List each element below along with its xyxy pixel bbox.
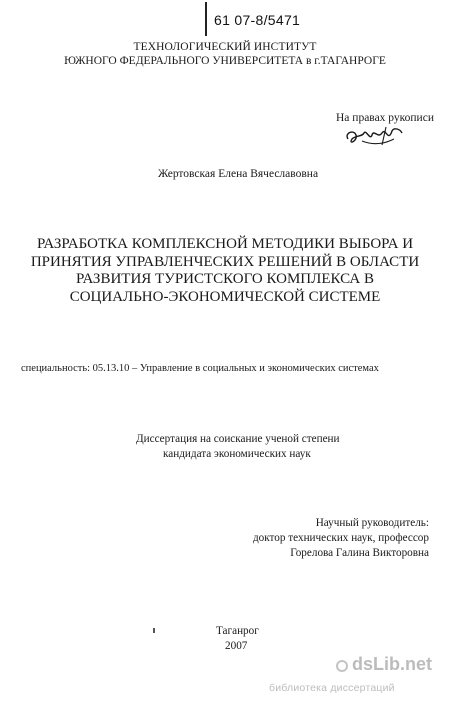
scan-speck <box>153 628 155 633</box>
title-line: РАЗРАБОТКА КОМПЛЕКСНОЙ МЕТОДИКИ ВЫБОРА И <box>36 236 414 252</box>
advisor-label: Научный руководитель: <box>315 517 429 529</box>
institution-line-1: ТЕХНОЛОГИЧЕСКИЙ ИНСТИТУТ <box>133 41 317 53</box>
handwritten-signature <box>342 123 404 151</box>
specialty-line: специальность: 05.13.10 – Управление в социальных и экономических системах <box>21 363 379 374</box>
author-name: Жертовская Елена Вячеславовна <box>158 168 319 180</box>
watermark-subtext: библиотека диссертаций <box>269 682 395 694</box>
degree-line-2: кандидата экономических наук <box>163 448 311 460</box>
year: 2007 <box>225 640 248 652</box>
rights-label: На правах рукописи <box>336 112 434 124</box>
stamp-vertical-mark <box>205 2 207 36</box>
advisor-degree: доктор технических наук, профессор <box>252 532 429 544</box>
title-line: ПРИНЯТИЯ УПРАВЛЕНЧЕСКИХ РЕШЕНИЙ В ОБЛАСТИ <box>30 253 420 270</box>
city: Таганрог <box>216 625 259 637</box>
title-line: РАЗВИТИЯ ТУРИСТСКОГО КОМПЛЕКСА В <box>76 271 374 287</box>
advisor-name: Горелова Галина Викторовна <box>290 547 429 559</box>
title-line: СОЦИАЛЬНО-ЭКОНОМИЧЕСКОЙ СИСТЕМЕ <box>69 288 381 305</box>
institution-line-2: ЮЖНОГО ФЕДЕРАЛЬНОГО УНИВЕРСИТЕТА в г.ТАГАНРОГЕ <box>64 55 386 67</box>
degree-line-1: Диссертация на соискание ученой степени <box>136 433 340 445</box>
dissertation-title <box>0 236 450 306</box>
stamp-number: 61 07-8/5471 <box>214 12 301 28</box>
watermark-text: dsLib.net <box>352 654 432 674</box>
